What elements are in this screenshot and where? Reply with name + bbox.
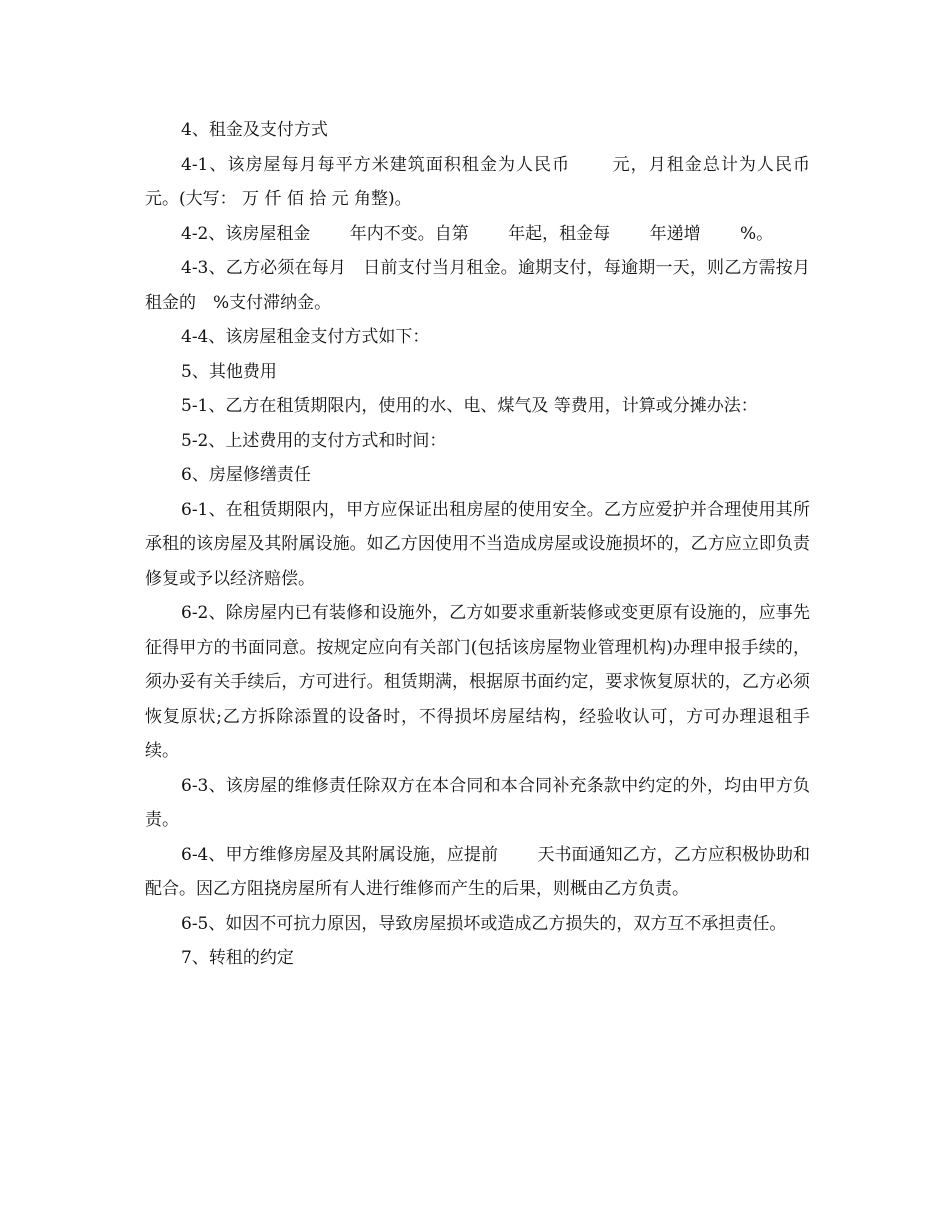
clause-4-2: 4-2、该房屋租金 年内不变。自第 年起，租金每 年递增 %。 <box>181 223 774 244</box>
clause-6-5: 6-5、如因不可抗力原因，导致房屋损坏或造成乙方损失的，双方互不承担责任。 <box>181 913 787 934</box>
clause-6-4: 6-4、甲方维修房屋及其附属设施，应提前 天书面通知乙方，乙方应积极协助和配合。因乙方阻挠房屋所有人进行维修而产生的后果，则概由乙方负责。 <box>145 844 810 899</box>
section-heading-sublease: 7、转租的约定 <box>181 948 294 968</box>
clause-5-2: 5-2、上述费用的支付方式和时间： <box>181 430 447 451</box>
document-page <box>145 113 833 976</box>
section-heading-repair: 6、房屋修缮责任 <box>181 465 311 485</box>
section-heading-rent: 4、租金及支付方式 <box>181 120 328 140</box>
clause-6-3: 6-3、该房屋的维修责任除双方在本合同和本合同补充条款中约定的外，均由甲方负责。 <box>145 775 810 830</box>
clause-6-1: 6-1、在租赁期限内，甲方应保证出租房屋的使用安全。乙方应爱护并合理使用其所承租的该房屋及其附属设施。如乙方因使用不当造成房屋或设施损坏的，乙方应立即负责修复或予以经济赔偿。 <box>145 499 810 589</box>
clause-4-4: 4-4、该房屋租金支付方式如下： <box>181 327 430 347</box>
clause-5-1: 5-1、乙方在租赁期限内，使用的水、电、煤气及 等费用，计算或分摊办法： <box>181 396 758 416</box>
clause-4-1: 4-1、该房屋每月每平方米建筑面积租金为人民币 元，月租金总计为人民币 元。(大写： 万 仟 佰 拾 元 角整)。 <box>145 154 833 209</box>
clause-6-2: 6-2、除房屋内已有装修和设施外，乙方如要求重新装修或变更原有设施的，应事先征得甲方的书面同意。按规定应向有关部门(包括该房屋物业管理机构)办理申报手续的，须办妥有关手续后，方可进行。租赁期满，根据原书面约定，要求恢复原状的，乙方必须恢复原状;乙方拆除添置的设备时，不得损坏房屋结构，经验收认可，方可办理退租手续。 <box>145 603 810 761</box>
section-heading-other-fees: 5、其他费用 <box>181 361 277 382</box>
clause-4-3: 4-3、乙方必须在每月 日前支付当月租金。逾期支付，每逾期一天，则乙方需按月租金的 %支付滞纳金。 <box>145 258 810 313</box>
